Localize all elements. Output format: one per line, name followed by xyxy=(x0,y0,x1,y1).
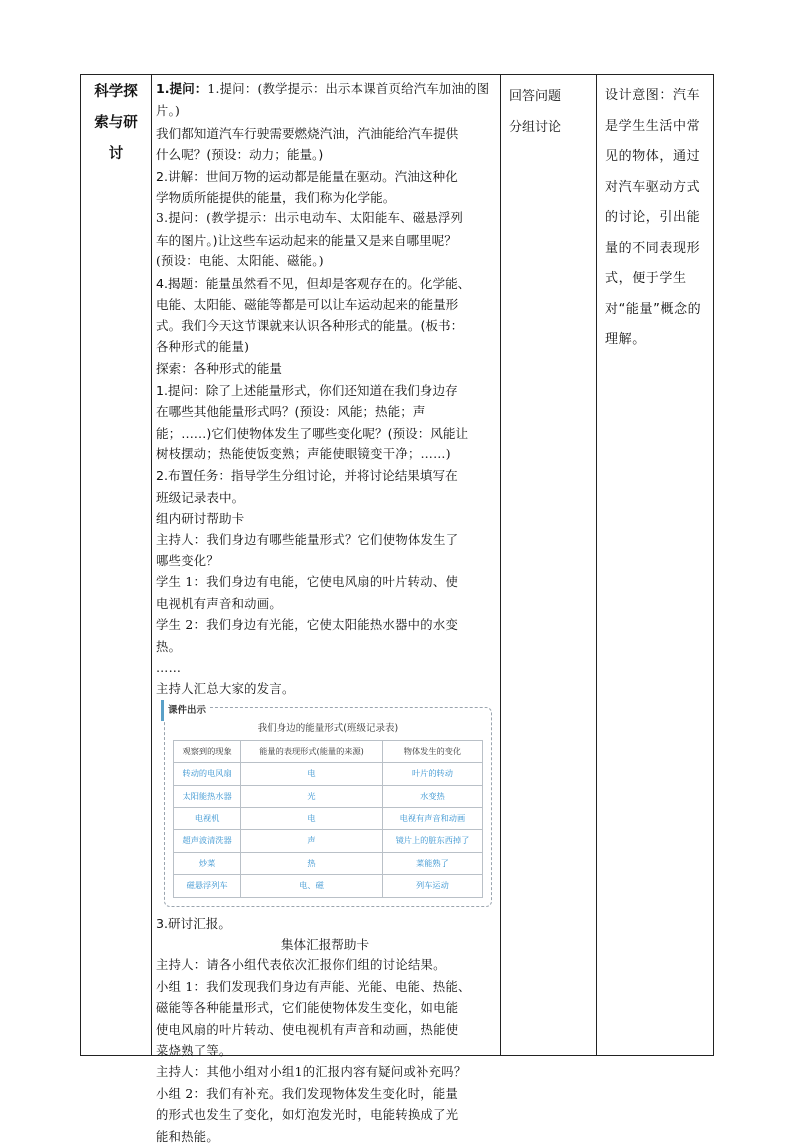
table-header-row xyxy=(174,740,483,762)
content-line: 主持人：请各小组代表依次汇报你们组的讨论结果。 xyxy=(156,958,446,973)
table-cell: 光 xyxy=(241,785,383,807)
content-line: 热。 xyxy=(156,639,182,654)
table-row xyxy=(174,852,483,874)
design-intent-column xyxy=(597,75,715,1055)
content-line: 探索：各种形式的能量 xyxy=(156,361,282,377)
teaching-content xyxy=(152,75,500,1148)
table-cell: 声 xyxy=(241,830,383,852)
content-line: 什么呢？(预设：动力；能量。) xyxy=(156,147,324,163)
content-line: 我们都知道汽车行驶需要燃烧汽油，汽油能给汽车提供 xyxy=(156,125,459,141)
content-line: 小组 1：我们发现我们身边有声能、光能、电能、热能、 xyxy=(156,979,471,994)
activity-item: 分组讨论 xyxy=(509,120,562,135)
header-cell: 能量的表现形式(能量的来源) xyxy=(241,740,383,762)
content-line: 能和热能。 xyxy=(156,1129,219,1144)
card-heading: 组内研讨帮助卡 xyxy=(156,511,245,527)
content-line: 3.研讨汇报。 xyxy=(156,915,231,931)
table-cell: 叶片的转动 xyxy=(382,763,482,785)
student-activities xyxy=(501,75,596,143)
table-cell: 热 xyxy=(241,852,383,874)
table-cell: 电视有声音和动画 xyxy=(382,808,482,830)
card-tag: 课件出示 xyxy=(161,700,210,721)
header-cell: 物体发生的变化 xyxy=(382,740,482,762)
table-cell: 电 xyxy=(241,808,383,830)
card-heading: 集体汇报帮助卡 xyxy=(280,937,370,953)
content-line: 哪些变化？ xyxy=(156,553,219,568)
phase-column xyxy=(81,75,152,1055)
table-row xyxy=(174,785,483,807)
content-line: 4.揭题：能量虽然看不见，但却是客观存在的。化学能、 xyxy=(156,275,471,291)
table-cell: 电、磁 xyxy=(241,875,383,897)
content-line: 电视机有声音和动画。 xyxy=(156,596,282,611)
content-line: 主持人：其他小组对小组1的汇报内容有疑问或补充吗？ xyxy=(156,1065,467,1080)
design-intent: 设计意图：汽车是学生生活中常见的物体，通过对汽车驱动方式的讨论，引出能量的不同表现形式，便于学生对“能量”概念的理解。 xyxy=(605,88,702,347)
content-line: …… xyxy=(156,660,182,675)
table-cell: 水变热 xyxy=(382,785,482,807)
content-line: 班级记录表中。 xyxy=(156,489,245,505)
content-line: 磁能等各种能量形式，它们能使物体发生变化，如电能 xyxy=(156,1001,459,1016)
content-column xyxy=(152,75,501,1144)
content-line: 学物质所能提供的能量，我们称为化学能。 xyxy=(156,190,396,206)
content-line: 1.提问：1.提问：(教学提示：出示本课首页给汽车加油的图片。) xyxy=(156,81,490,119)
table-cell: 太阳能热水器 xyxy=(174,785,241,807)
header-cell: 观察到的现象 xyxy=(174,740,241,762)
content-line: 主持人：我们身边有哪些能量形式？它们使物体发生了 xyxy=(156,532,459,547)
content-line: 1.提问：除了上述能量形式，你们还知道在我们身边存 xyxy=(156,382,458,398)
table-cell: 菜能熟了 xyxy=(382,852,482,874)
content-line: 电能、太阳能、磁能等都是可以让车运动起来的能量形 xyxy=(156,297,459,313)
phase-label: 科学探索与研讨 xyxy=(94,84,138,162)
table-row xyxy=(174,808,483,830)
content-line: 主持人汇总大家的发言。 xyxy=(156,682,295,697)
table-cell: 磁悬浮列车 xyxy=(174,875,241,897)
content-line: 2.讲解：世间万物的运动都是能量在驱动。汽油这种化 xyxy=(156,168,458,184)
card-title: 我们身边的能量形式(班级记录表) xyxy=(257,722,399,734)
courseware-card xyxy=(164,704,492,907)
table-cell: 超声波清洗器 xyxy=(174,830,241,852)
content-line: (预设：电能、太阳能、磁能。) xyxy=(156,254,324,269)
content-line: 在哪些其他能量形式吗？(预设：风能；热能；声 xyxy=(156,404,426,420)
table-cell: 电 xyxy=(241,763,383,785)
table-cell: 列车运动 xyxy=(382,875,482,897)
content-line: 能；……)它们使物体发生了哪些变化呢？(预设：风能让 xyxy=(156,425,469,441)
content-line: 各种形式的能量) xyxy=(156,339,250,354)
content-line: 2.布置任务：指导学生分组讨论，并将讨论结果填写在 xyxy=(156,468,458,484)
content-line: 学生 1：我们身边有电能，它使电风扇的叶片转动、使 xyxy=(156,575,459,590)
table-cell: 电视机 xyxy=(174,808,241,830)
table-cell: 炒菜 xyxy=(174,852,241,874)
lesson-table xyxy=(80,74,714,1144)
content-line: 的形式也发生了变化，如灯泡发光时，电能转换成了光 xyxy=(156,1108,459,1123)
content-line: 3.提问：(教学提示：出示电动车、太阳能车、磁悬浮列 xyxy=(156,211,464,226)
content-line: 使电风扇的叶片转动、使电视机有声音和动画，热能使 xyxy=(156,1022,459,1037)
student-activity-column xyxy=(501,75,597,1055)
content-line: 树枝摆动；热能使饭变熟；声能使眼镜变干净；……) xyxy=(156,446,451,461)
table-cell: 转动的电风扇 xyxy=(174,763,241,785)
content-line: 式。我们今天这节课就来认识各种形式的能量。(板书： xyxy=(156,318,464,334)
content-line: 小组 2：我们有补充。我们发现物体发生变化时，能量 xyxy=(156,1086,459,1101)
table-row xyxy=(174,830,483,852)
table-row xyxy=(174,763,483,785)
activity-item: 回答问题 xyxy=(509,89,562,104)
table-row xyxy=(174,875,483,897)
content-line: 菜烧熟了等。 xyxy=(156,1044,232,1059)
table-cell: 镜片上的脏东西掉了 xyxy=(382,830,482,852)
content-line: 车的图片。)让这些车运动起来的能量又是来自哪里呢？ xyxy=(156,232,457,248)
record-table xyxy=(173,740,483,898)
content-line: 学生 2：我们身边有光能，它使太阳能热水器中的水变 xyxy=(156,618,459,633)
